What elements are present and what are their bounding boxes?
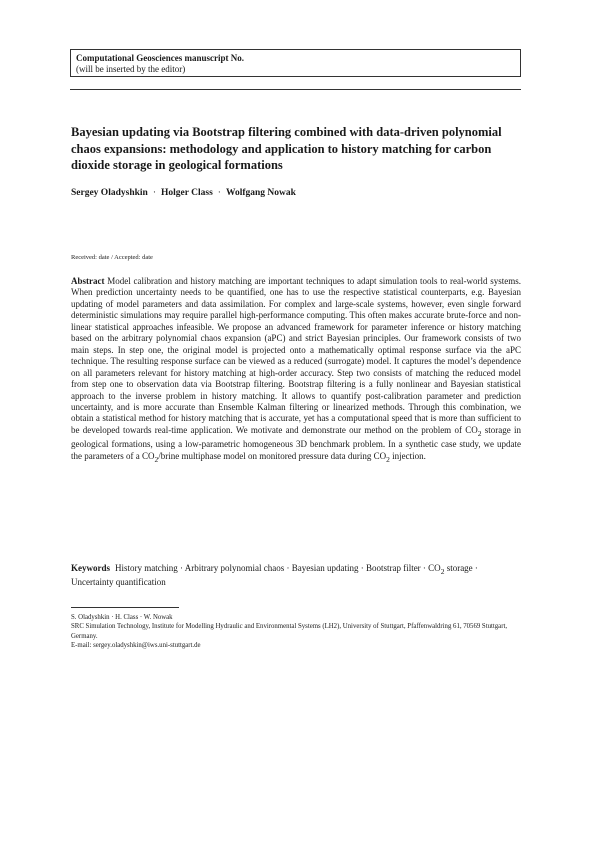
author-name: Holger Class [160, 188, 213, 198]
abstract-text: injection. [389, 450, 426, 461]
author-separator: · [217, 188, 221, 198]
journal-note: (will be inserted by the editor) [76, 63, 186, 74]
keywords-text: storage · Uncertainty quantification [71, 563, 478, 588]
paper-title: Bayesian updating via Bootstrap filtering combined with data-driven polynomial chaos expansions: methodology and application to history matching for carbon dioxide storage in geological formations [71, 125, 502, 172]
journal-header-box [70, 49, 521, 77]
author-list [71, 188, 521, 198]
footnote [71, 613, 521, 651]
footnote-rule [71, 607, 179, 608]
abstract-text: Model calibration and history matching are important techniques to adapt simulation tools to real-world systems. When prediction uncertainty needs to be quantified, one has to use the respective statistical counterparts, e.g. Bayesian updating of model parameters and data assimilation. For complex and large-scale systems, however, even single forward deterministic simulations may require parallel high-performance computing. This often makes accurate brute-force and non-linear statistical approaches infeasible. We propose an advanced framework for parameter inference or history matching based on the arbitrary polynomial chaos expansion (aPC) and strict Bayesian principles. Our framework consists of two main steps. In step one, the original model is projected onto a mathematically optimal response surface via the aPC technique. The resulting response surface can be viewed as a reduced (surrogate) model. It captures the model’s dependence on all parameters relevant for history matching at high-order accuracy. Step two consists of matching the reduced model from step one to observation data via Bootstrap filtering. Bootstrap filtering is a fully nonlinear and Bayesian statistical approach to the inverse problem in history matching. It allows to quantify post-calibration parameter and prediction uncertainty, and is more accurate than Ensemble Kalman filtering or linearized methods. Through this combination, we obtain a statistical method for history matching that is accurate, yet has a computational speed that is more than sufficient to be developed towards real-time application. We motivate and demonstrate our method on the problem of CO [71, 276, 521, 435]
received-date: Received: date / Accepted: date [71, 254, 153, 261]
keywords [71, 563, 521, 589]
subscript: 2 [154, 454, 159, 464]
journal-name: Computational Geosciences manuscript No. [76, 53, 244, 63]
abstract-text: storage in geological formations, using a low-parametric homogeneous 3D benchmark problem. In a synthetic case study, we update the parameters of a CO [71, 424, 521, 461]
keywords-label: Keywords [71, 563, 110, 573]
subscript: 2 [386, 454, 390, 464]
keywords-text: History matching · Arbitrary polynomial chaos · Bayesian updating · Bootstrap filter · CO [115, 563, 441, 573]
abstract-label: Abstract [71, 276, 105, 286]
author-separator: · [152, 188, 156, 198]
author-name: Wolfgang Nowak [225, 188, 296, 198]
footnote-affiliation: SRC Simulation Technology, Institute for Modelling Hydraulic and Environmental Systems (LH2), University of Stuttgart, Pfaffenwaldring 61, 70569 Stuttgart, Germany. [71, 623, 508, 640]
header-rule [70, 89, 521, 90]
author-name: Sergey Oladyshkin [71, 188, 148, 198]
abstract [71, 276, 521, 465]
footnote-email: E-mail: sergey.oladyshkin@iws.uni-stuttgart.de [71, 642, 201, 650]
footnote-authors: S. Oladyshkin · H. Class · W. Nowak [71, 614, 173, 621]
abstract-text: /brine multiphase model on monitored pressure data during CO [158, 450, 387, 461]
subscript: 2 [477, 428, 482, 438]
subscript: 2 [440, 566, 445, 576]
